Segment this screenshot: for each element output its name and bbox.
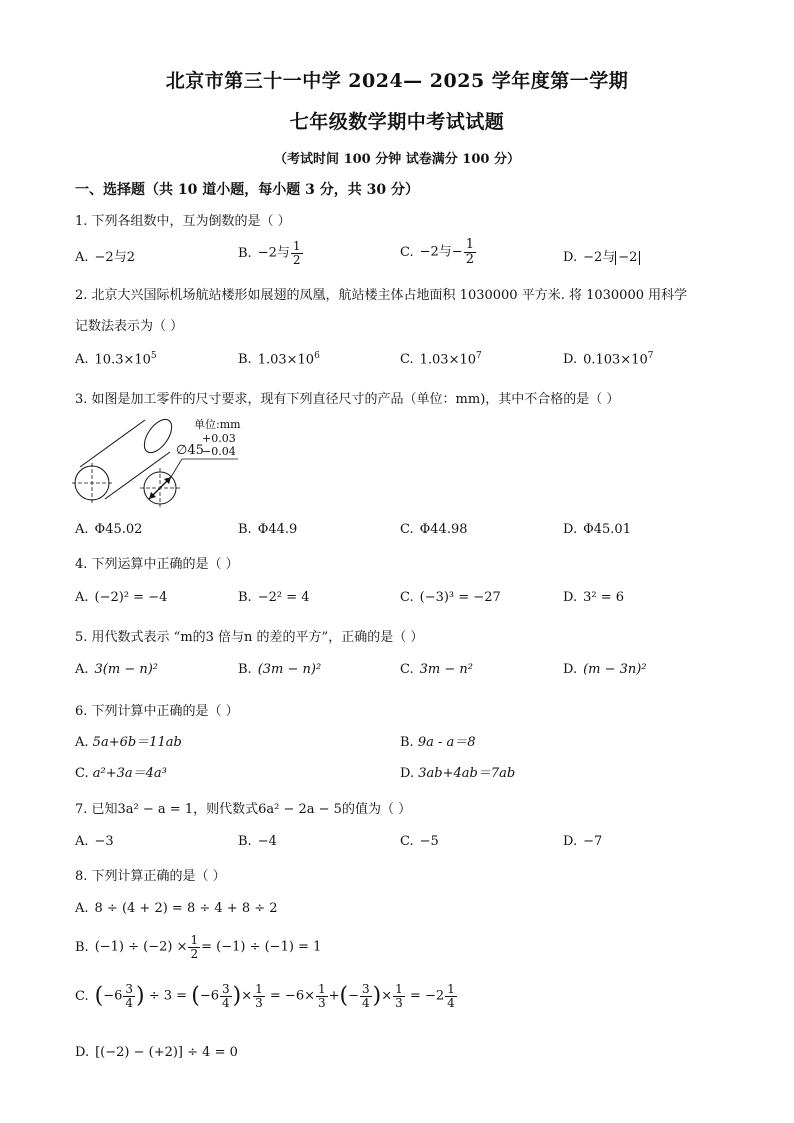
- unit-label: 单位:mm: [194, 418, 241, 431]
- q8-option-d: D. [(−2) − (+2)] ÷ 4 = 0: [75, 1045, 238, 1060]
- question-8-stem: 8. 下列计算正确的是（ ）: [75, 869, 226, 884]
- q1-option-c: C. −2与− $\frac{1}{2}$: [400, 237, 474, 267]
- fraction: $\frac{1}{2}$: [465, 237, 474, 267]
- q4-option-a: A. (−2)² = −4: [75, 590, 168, 605]
- question-1-stem: 1. 下列各组数中，互为倒数的是（ ）: [75, 214, 291, 229]
- q3-option-c: C. Φ44.98: [400, 522, 468, 537]
- exam-subtitle: 七年级数学期中考试试题: [289, 111, 505, 133]
- q5-option-b: B. (3m − n)²: [238, 662, 322, 677]
- q4-option-d: D. 3² = 6: [563, 590, 625, 605]
- section-heading: 一、选择题（共 10 道小题，每小题 3 分，共 30 分）: [75, 182, 419, 198]
- question-2-stem-line2: 记数法表示为（ ）: [75, 319, 184, 334]
- question-5-stem: 5. 用代数式表示 “m的3 倍与n 的差的平方”，正确的是（ ）: [75, 630, 424, 645]
- tolerance-upper: +0.03: [202, 432, 236, 445]
- q1-option-d: D. −2与 −2: [563, 246, 640, 265]
- q1-option-b: B. −2与 $\frac{1}{2}$: [238, 239, 301, 267]
- fraction: $\frac{1}{2}$: [190, 933, 199, 961]
- question-7-stem: 7. 已知3a² − a = 1，则代数式6a² − 2a − 5的值为（ ）: [75, 802, 412, 817]
- q4-option-c: C. (−3)³ = −27: [400, 590, 501, 605]
- q6-option-b: B. 9a - a＝8: [400, 735, 476, 750]
- q1-option-a: A. −2与2: [75, 250, 135, 265]
- q4-option-b: B. −2² = 4: [238, 590, 310, 605]
- absolute-value: −2: [615, 251, 640, 265]
- q3-option-d: D. Φ45.01: [563, 522, 631, 537]
- q6-option-d: D. 3ab+4ab＝7ab: [400, 766, 516, 781]
- q2-option-b: B. $1.03\times 10^6$: [238, 351, 320, 368]
- q6-option-a: A. 5a+6b＝11ab: [75, 735, 182, 750]
- q5-option-a: A. 3(m − n)²: [75, 662, 159, 677]
- q8-option-a: A. 8 ÷ (4 + 2) = 8 ÷ 4 + 8 ÷ 2: [75, 901, 278, 916]
- tolerance-lower: −0.04: [202, 445, 236, 458]
- exam-title: 北京市第三十一中学 2024— 2025 学年度第一学期: [165, 70, 629, 92]
- question-3-stem: 3. 如图是加工零件的尺寸要求，现有下列直径尺寸的产品（单位：mm)，其中不合格的是（ ）: [75, 392, 620, 407]
- q6-option-c: C. a²+3a＝4a³: [75, 766, 167, 781]
- cylinder-diagram: [70, 412, 250, 507]
- cylinder-far-end: [139, 415, 177, 458]
- cylinder-edge-top: [80, 420, 145, 467]
- q5-option-c: C. 3m − n²: [400, 662, 473, 677]
- leader-line: [171, 459, 182, 477]
- q7-option-a: A. −3: [75, 834, 114, 849]
- q8-option-b: B. (−1) ÷ (−2) × $\frac{1}{2}$ = (−1) ÷ (−1) = 1: [75, 933, 322, 961]
- q3-option-a: A. Φ45.02: [75, 522, 143, 537]
- question-6-stem: 6. 下列计算中正确的是（ ）: [75, 704, 239, 719]
- q5-option-d: D. (m − 3n)²: [563, 662, 647, 677]
- q7-option-b: B. −4: [238, 834, 277, 849]
- question-4-stem: 4. 下列运算中正确的是（ ）: [75, 557, 239, 572]
- q7-option-d: D. −7: [563, 834, 603, 849]
- diameter-label: ∅45: [176, 443, 204, 458]
- q8-option-c: C. (−6 $\frac{3}{4}$ ) ÷ 3 = (−6 $\frac{3}{4}$ )× $\frac{1}{3}$ = −6× $\frac{1}{3}$ +(− $\frac{3}{4}$ )× $\frac{1}{3}$ = −2 $\frac{1}{4}$: [75, 982, 455, 1010]
- fraction: $\frac{1}{2}$: [292, 239, 301, 267]
- part-diagram: [70, 412, 250, 511]
- q2-option-c: C. $1.03\times 10^7$: [400, 351, 482, 368]
- question-2-stem-line1: 2. 北京大兴国际机场航站楼形如展翅的凤凰，航站楼主体占地面积 1030000 平方米. 将 1030000 用科学: [75, 288, 688, 303]
- exam-info: （考试时间 100 分钟 试卷满分 100 分）: [274, 152, 520, 167]
- q7-option-c: C. −5: [400, 834, 439, 849]
- q3-option-b: B. Φ44.9: [238, 522, 298, 537]
- q2-option-a: A. $10.3\times 10^5$: [75, 351, 157, 368]
- q2-option-d: D. $0.103\times 10^7$: [563, 351, 654, 368]
